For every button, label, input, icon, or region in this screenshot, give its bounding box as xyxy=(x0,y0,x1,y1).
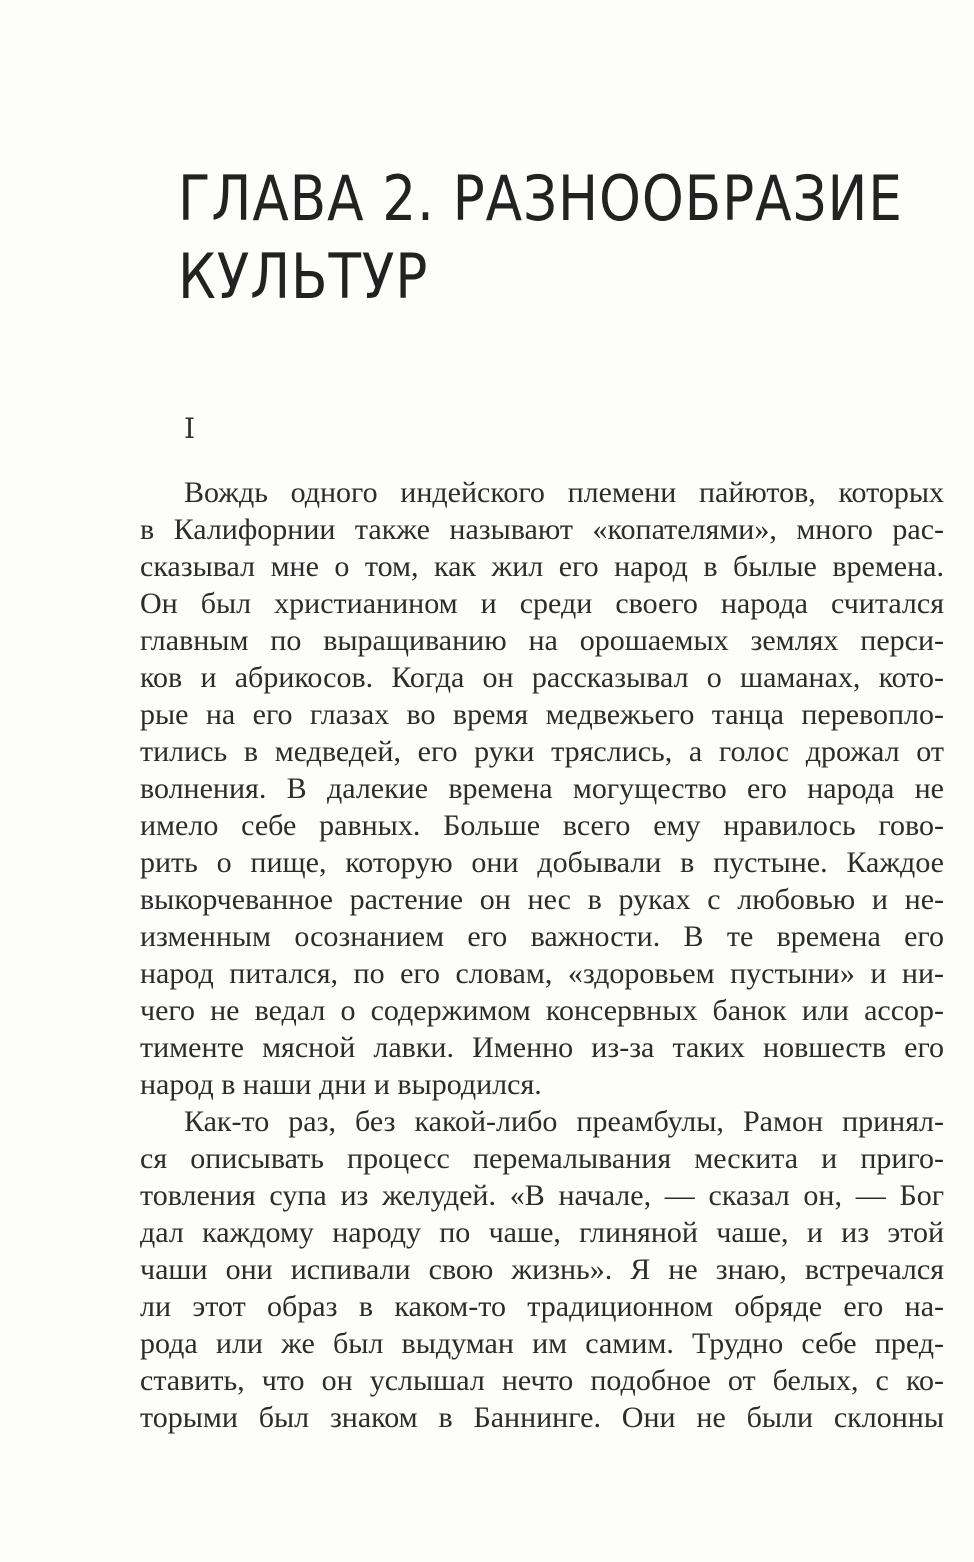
text-line: торыми был знаком в Баннинге. Они не были склонны xyxy=(140,1401,944,1434)
chapter-title-line-2: КУЛЬТУР xyxy=(178,240,429,313)
text-line: Он был христианином и среди своего народа считался xyxy=(140,587,944,620)
text-line: волнения. В далекие времена могущество его народа не xyxy=(140,772,944,805)
text-line: главным по выращиванию на орошаемых землях перси- xyxy=(140,624,944,657)
chapter-title xyxy=(178,160,903,316)
text-line: тились в медведей, его руки тряслись, а голос дрожал от xyxy=(140,735,944,768)
text-line: народ питался, по его словам, «здоровьем пустыни» и ни- xyxy=(140,957,944,990)
section-number: I xyxy=(184,412,196,445)
text-line: рые на его глазах во время медвежьего танца перевопло- xyxy=(140,698,944,731)
text-line: ли этот образ в каком-то традиционном обряде его на- xyxy=(140,1290,944,1323)
text-line: чаши они испивали свою жизнь». Я не знаю, встречался xyxy=(140,1253,944,1286)
text-line: дал каждому народу по чаше, глиняной чаше, и из этой xyxy=(140,1216,944,1249)
text-line: тименте мясной лавки. Именно из-за таких новшеств его xyxy=(140,1031,944,1064)
text-line: ков и абрикосов. Когда он рассказывал о шаманах, кото- xyxy=(140,661,944,694)
text-line: выкорчеванное растение он нес в руках с любовью и не- xyxy=(140,883,944,916)
text-line: ставить, что он услышал нечто подобное от белых, с ко- xyxy=(140,1364,944,1397)
text-line: Вождь одного индейского племени пайютов, которых xyxy=(184,476,944,509)
text-line: в Калифорнии также называют «копателями», много рас- xyxy=(140,513,944,546)
body-text xyxy=(140,474,944,1436)
text-line: рода или же был выдуман им самим. Трудно себе пред- xyxy=(140,1327,944,1360)
text-line: сказывал мне о том, как жил его народ в былые времена. xyxy=(140,550,944,583)
text-line: народ в наши дни и выродился. xyxy=(140,1068,542,1101)
text-line: имело себе равных. Больше всего ему нравилось гово- xyxy=(140,809,944,842)
chapter-title-line-1: ГЛАВА 2. РАЗНООБРАЗИЕ xyxy=(178,162,903,235)
text-line: чего не ведал о содержимом консервных банок или ассор- xyxy=(140,994,944,1027)
text-line: Как-то раз, без какой-либо преамбулы, Рамон принял- xyxy=(184,1105,944,1138)
text-line: рить о пище, которую они добывали в пустыне. Каждое xyxy=(140,846,944,879)
text-line: товления супа из желудей. «В начале, — сказал он, — Бог xyxy=(140,1179,944,1212)
text-line: ся описывать процесс перемалывания мескита и приго- xyxy=(140,1142,944,1175)
text-line: изменным осознанием его важности. В те времена его xyxy=(140,920,944,953)
